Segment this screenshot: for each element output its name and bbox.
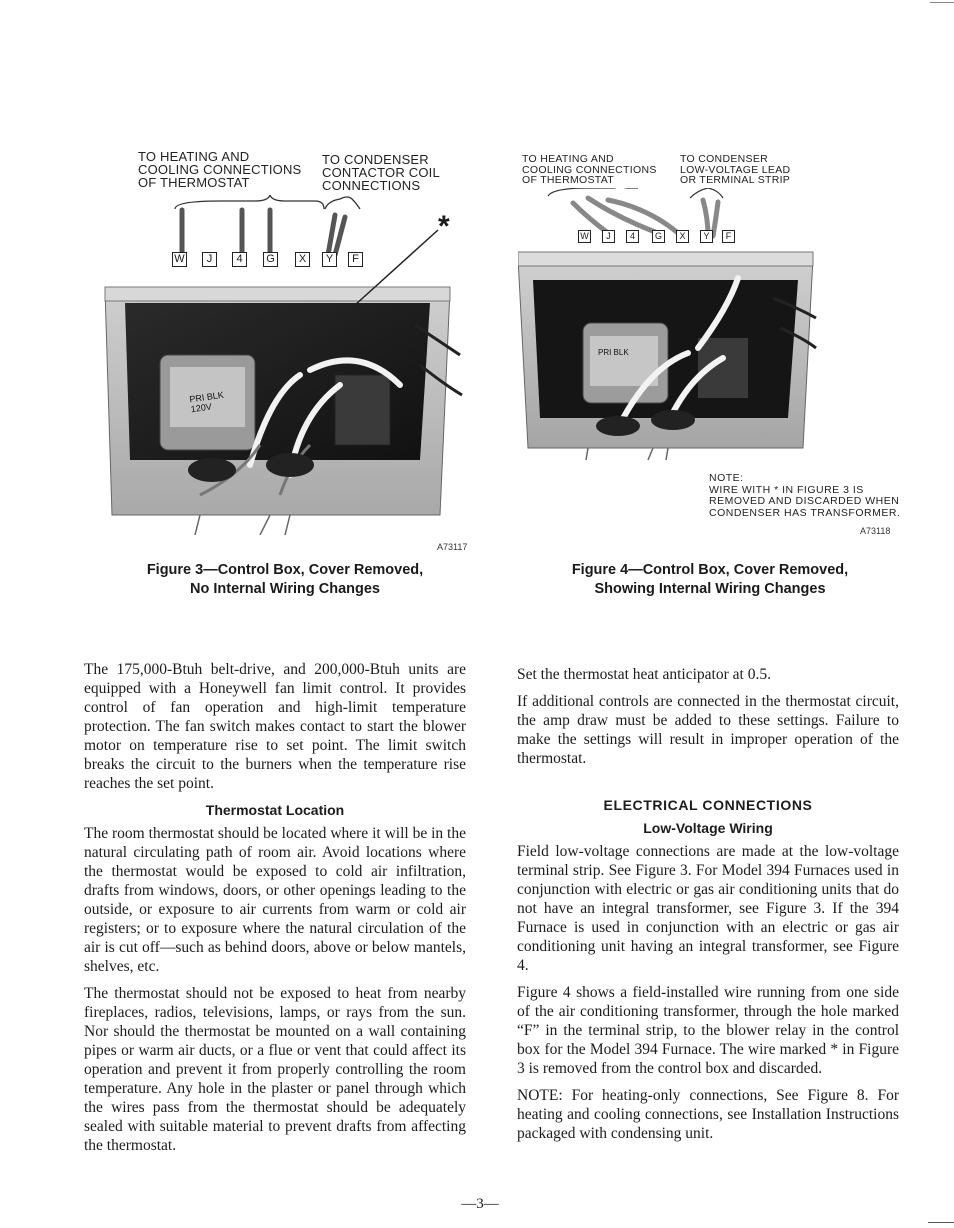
fig3-terminal-x: X [295,252,310,267]
right-paragraph-anticipator: Set the thermostat heat anticipator at 0.5. [517,666,771,683]
heading-low-voltage-wiring: Low-Voltage Wiring [643,820,773,836]
fig4-label-heating: TO HEATING AND COOLING CONNECTIONS OF THERMOSTAT [522,153,657,186]
fig4-caption-line1: Figure 4—Control Box, Cover Removed, [571,562,849,578]
fig3-terminal-strip [172,252,372,268]
fig4-control-box-photo [518,188,818,460]
right-column [517,665,899,1151]
fig3-terminal-f: F [348,252,363,267]
left-column [84,660,466,1163]
fig4-terminal-4: 4 [626,230,639,243]
right-paragraph-additional-controls: If additional controls are connected in the thermostat circuit, the amp draw must be added to these settings. Failure to make the settings will result in improper operation of the thermostat. [517,693,899,767]
fig3-terminal-4: 4 [232,252,247,267]
scan-edge-mark-bottom [928,1222,954,1223]
page-number: —3— [461,1196,499,1212]
fig3-terminal-g: G [263,252,278,267]
note-text: For heating-only connections, See Figure 8. For heating and cooling connections, see Installation Instructions packaged with condensing unit. [517,1087,899,1142]
fig4-code: A73118 [860,526,891,536]
fig3-terminal-w: W [172,252,187,267]
left-paragraph-heat-exposure: The thermostat should not be exposed to heat from nearby fireplaces, radios, televisions, lamps, or rays from the sun. Nor should the thermostat be mounted on a wall containing pipes or warm air ducts, or a flue or vent that could affect its operation and prevent it from properly controlling the room temperature. Any hole in the plaster or panel through which the wires pass from the thermostat should be adequately sealed with suitable material to prevent drafts from affecting the thermostat. [84,985,466,1154]
heading-electrical-connections: ELECTRICAL CONNECTIONS [603,797,813,813]
fig4-note: NOTE: WIRE WITH * IN FIGURE 3 IS REMOVED AND DISCARDED WHEN CONDENSER HAS TRANSFORMER. [709,472,901,519]
left-paragraph-location: The room thermostat should be located where it will be in the natural circulating path of room air. Avoid locations where the thermostat would be exposed to cold air infiltration, drafts from windows, doors, or other openings leading to the outside, or exposure to air currents from warm or cold air registers; or to exposure where the natural circulation of the air is cut off—such as behind doors, above or below mantels, shelves, etc. [84,825,466,975]
fig3-code: A73117 [437,542,468,552]
fig3-terminal-j: J [202,252,217,267]
fig4-terminal-strip [578,230,738,244]
fig3-caption-line1: Figure 3—Control Box, Cover Removed, [146,562,424,578]
fig4-terminal-w: W [578,230,591,243]
fig3-label-condenser: TO CONDENSER CONTACTOR COIL CONNECTIONS [322,152,440,193]
fig4-terminal-j: J [602,230,615,243]
fig3-asterisk: * [438,210,450,243]
fig3-caption [100,561,470,599]
right-paragraph-note [517,1086,899,1143]
left-paragraph-fan-limit: The 175,000-Btuh belt-drive, and 200,000-Btuh units are equipped with a Honeywell fan limit control. It provides control of fan operation and high-limit temperature protection. The fan switch makes contact to start the blower motor on temperature rise to set point. The limit switch breaks the circuit to the burners when the temperature rise reaches the set point. [84,661,466,792]
fig4-terminal-g: G [652,230,665,243]
fig4-caption [520,561,900,599]
fig3-terminal-y: Y [322,252,337,267]
note-label: NOTE: [517,1087,563,1104]
fig3-transformer-label: PRI BLK 120V [188,389,225,415]
fig4-caption-line2: Showing Internal Wiring Changes [594,581,826,597]
fig4-terminal-x: X [676,230,689,243]
scan-edge-mark-top [930,2,954,3]
fig4-terminal-y: Y [700,230,713,243]
fig3-caption-line2: No Internal Wiring Changes [190,581,380,597]
right-paragraph-figure4: Figure 4 shows a field-installed wire running from one side of the air conditioning transformer, through the hole marked “F” in the terminal strip, to the blower relay in the control box for the Model 394 Furnace. The wire marked * in Figure 3 is removed from the control box and discarded. [517,984,899,1077]
right-paragraph-field-connections: Field low-voltage connections are made at the low-voltage terminal strip. See Figure 3. For Model 394 Furnaces used in conjunction with electric or gas air conditioning units that do not have an integral transformer, see Figure 3. If the 394 Furnace is used in conjunction with an electric or gas air conditioning unit having an integral transformer, see Figure 4. [517,843,899,974]
heading-thermostat-location: Thermostat Location [205,802,345,818]
fig3-label-heating: TO HEATING AND COOLING CONNECTIONS OF THERMOSTAT [138,149,302,190]
fig4-label-condenser: TO CONDENSER LOW-VOLTAGE LEAD OR TERMINAL STRIP [680,153,791,186]
fig4-terminal-f: F [722,230,735,243]
fig3-control-box-photo [100,195,470,535]
fig4-transformer-label: PRI BLK [598,348,629,357]
